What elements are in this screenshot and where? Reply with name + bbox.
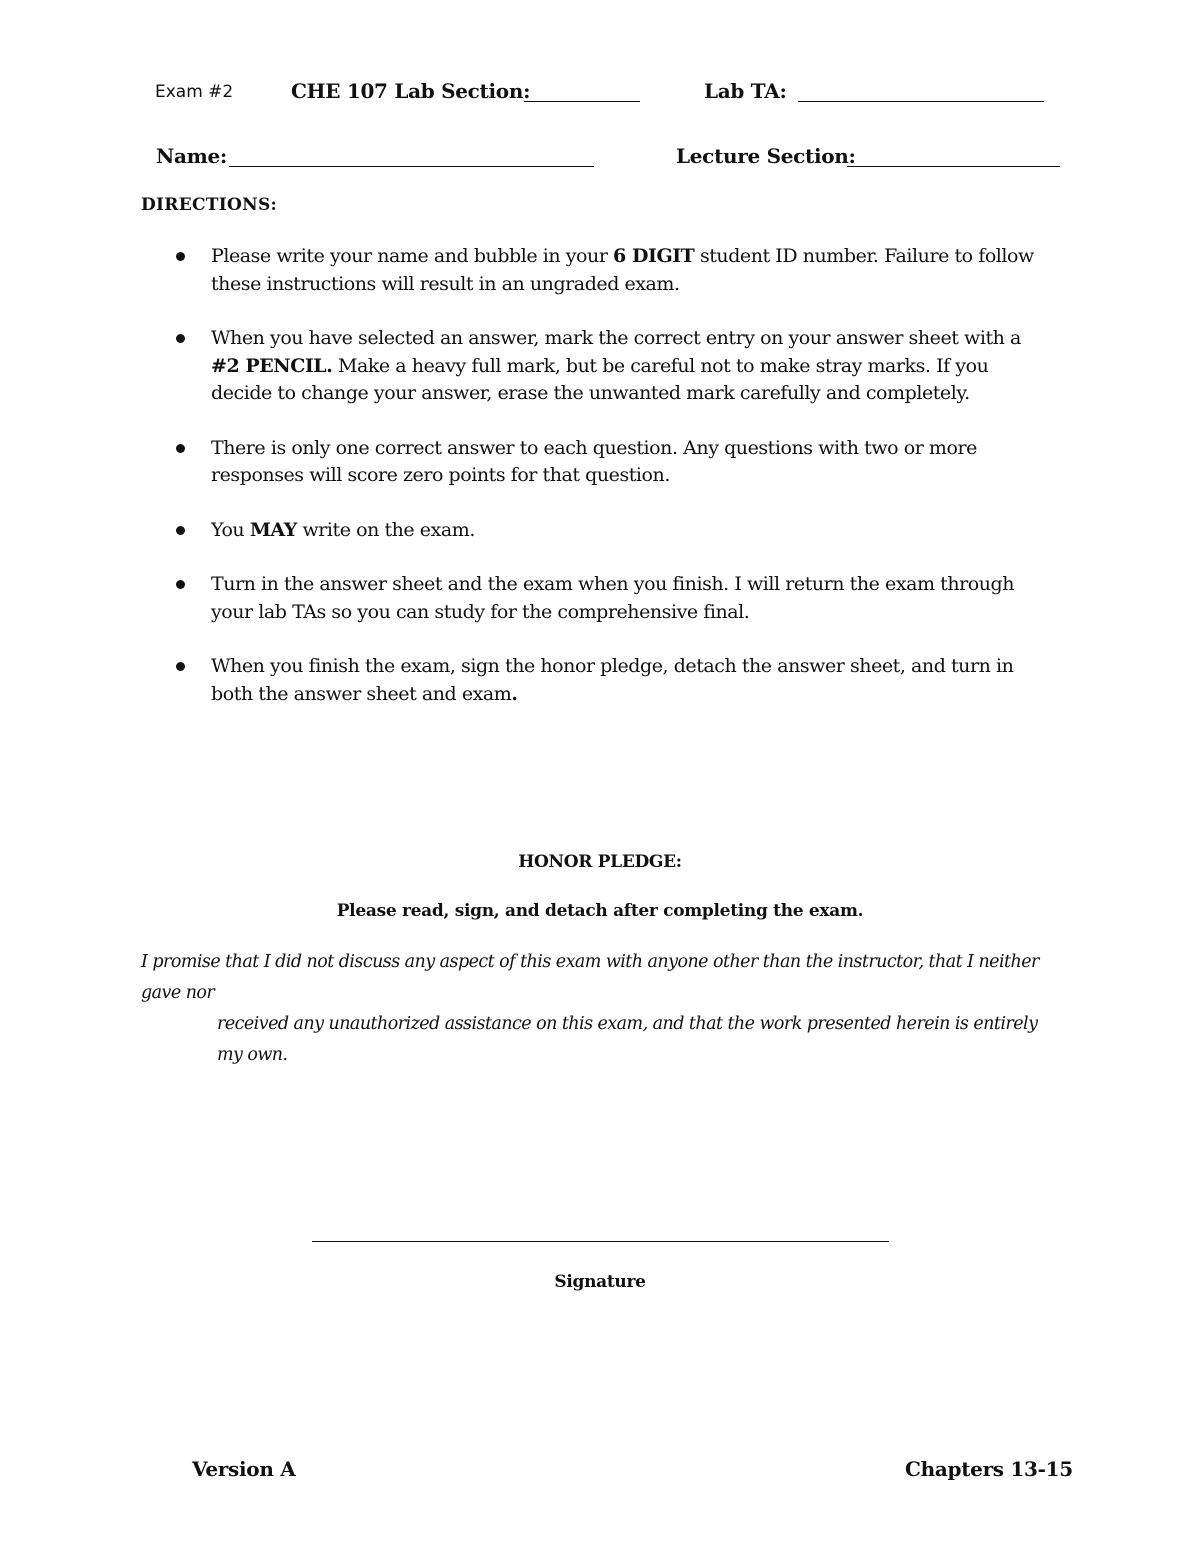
bullet-icon [176, 526, 185, 535]
version-label: Version A [192, 1457, 296, 1481]
bullet-icon [176, 334, 185, 343]
direction-item: When you finish the exam, sign the honor pledge, detach the answer sheet, and turn in both the answer sheet and exam. [174, 653, 1054, 708]
honor-pledge-line-2: received any unauthorized assistance on this exam, and that the work presented herein is entirely my own. [217, 1014, 1038, 1065]
signature-line[interactable] [312, 1241, 889, 1242]
bullet-icon [176, 662, 185, 671]
lab-ta-label: Lab TA: [704, 79, 787, 103]
bullet-icon [176, 444, 185, 453]
honor-pledge-title: HONOR PLEDGE: [518, 852, 682, 872]
direction-item: There is only one correct answer to each question. Any questions with two or more responses will score zero points for that question. [174, 435, 1054, 490]
name-label: Name: [156, 144, 228, 168]
signature-label: Signature [554, 1272, 646, 1292]
directions-list [174, 243, 1054, 735]
bullet-icon [176, 580, 185, 589]
lecture-section-blank[interactable] [847, 166, 1060, 167]
name-blank[interactable] [229, 166, 594, 167]
directions-heading: DIRECTIONS: [141, 195, 278, 215]
direction-item: You MAY write on the exam. [174, 517, 1054, 545]
direction-item: Please write your name and bubble in your 6 DIGIT student ID number. Failure to follow these instructions will result in an ungraded exam. [174, 243, 1054, 298]
lab-section-blank[interactable] [524, 101, 640, 102]
direction-item: Turn in the answer sheet and the exam when you finish. I will return the exam through your lab TAs so you can study for the comprehensive final. [174, 571, 1054, 626]
chapters-label: Chapters 13-15 [905, 1457, 1073, 1481]
lecture-section-label: Lecture Section: [676, 144, 856, 168]
direction-item: When you have selected an answer, mark the correct entry on your answer sheet with a #2 PENCIL. Make a heavy full mark, but be careful not to make stray marks. If you decide to change your answer, erase the unwanted mark carefully and completely. [174, 325, 1054, 408]
lab-ta-blank[interactable] [798, 101, 1044, 102]
bullet-icon [176, 252, 185, 261]
honor-pledge-line-1: I promise that I did not discuss any aspect of this exam with anyone other than the instructor, that I neither gave nor [141, 952, 1039, 1003]
honor-pledge-instruction: Please read, sign, and detach after completing the exam. [336, 901, 864, 921]
exam-number: Exam #2 [155, 82, 234, 102]
honor-pledge-text [141, 947, 1061, 1071]
course-lab-section-label: CHE 107 Lab Section: [291, 79, 531, 103]
